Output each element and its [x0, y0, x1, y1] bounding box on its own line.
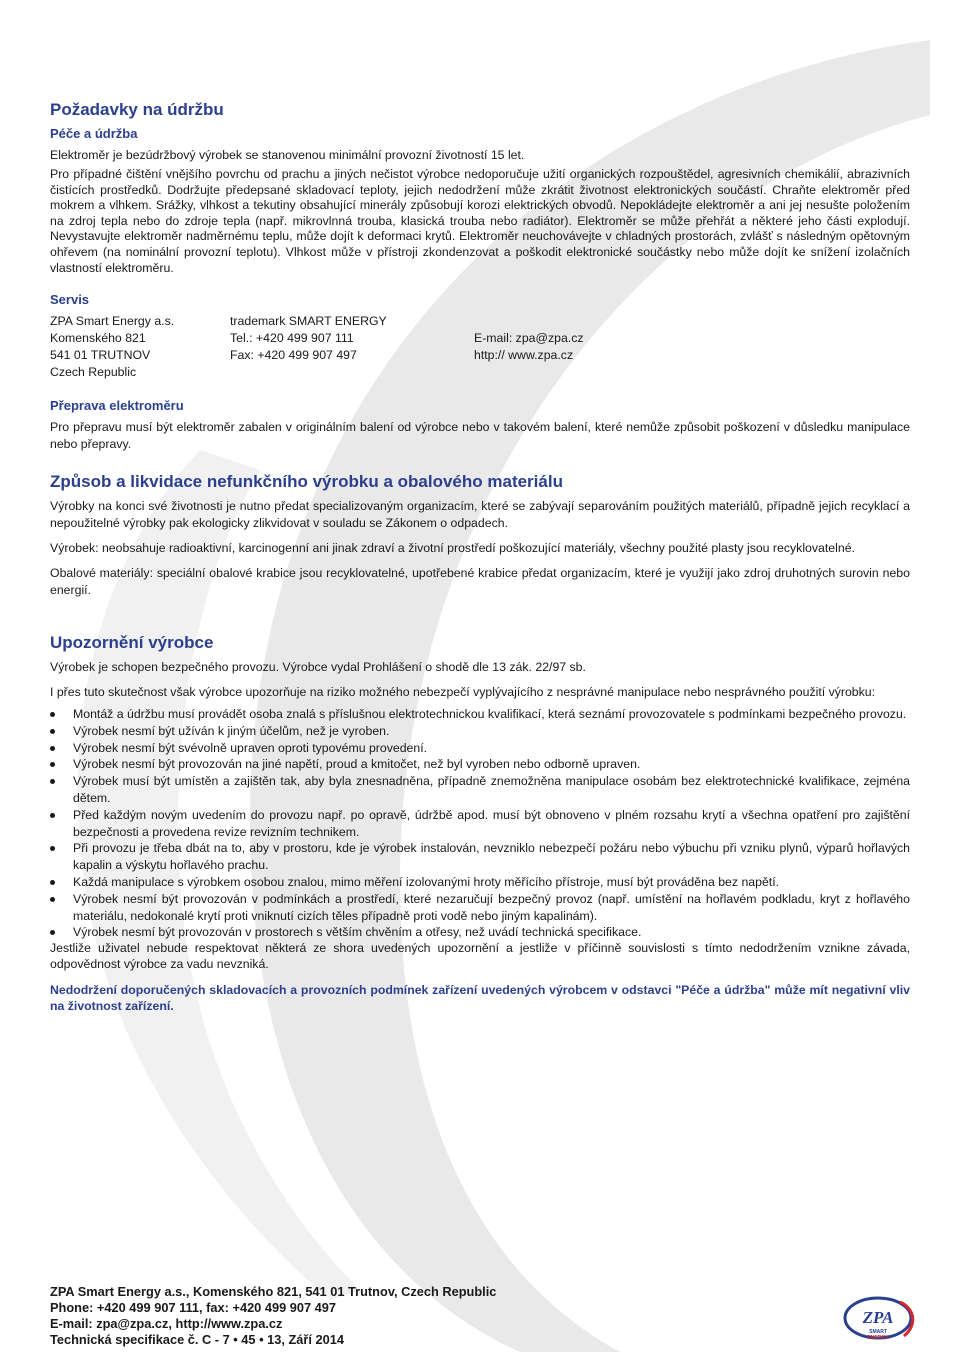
transport-section: [50, 398, 910, 453]
service-web: http:// www.zpa.cz: [474, 348, 574, 362]
list-item: Montáž a údržbu musí provádět osoba znalá s příslušnou elektrotechnickou kvalifikací, která seznámí provozovatele s podmínkami bezpečného provozu.: [50, 706, 910, 723]
bullet-icon: [50, 746, 55, 751]
service-email: E-mail: zpa@zpa.cz: [474, 331, 584, 345]
page-footer: [50, 1284, 496, 1348]
disposal-paragraph-2: Výrobek: neobsahuje radioaktivní, karcinogenní ani jinak zdraví a životní prostředí poškozující materiály, všechny použité plasty jsou recyklovatelné.: [50, 541, 855, 555]
service-fax: Fax: +420 499 907 497: [230, 348, 357, 362]
service-row: [50, 347, 910, 364]
list-item: Výrobek nesmí být provozován na jiné napětí, proud a kmitočet, než byl vyroben nebo odborně upraven.: [50, 756, 910, 773]
service-row: [50, 364, 910, 381]
bullet-icon: [50, 813, 55, 818]
service-title: Servis: [50, 292, 90, 307]
transport-text: Pro přepravu musí být elektroměr zabalen v originálním balení od výrobce nebo v takovém balení, které nemůže způsobit poškození v důsledku manipulace nebo přepravy.: [50, 420, 910, 451]
service-section: [50, 292, 910, 381]
list-item: Výrobek musí být umístěn a zajištěn tak, aby byla znesnadněna, případně znemožněna manipulace osobám bez elektrotechnické kvalifikace, zejména dětem.: [50, 773, 910, 807]
footer-spec: Technická specifikace č. C - 7 • 45 • 13, Září 2014: [50, 1332, 344, 1347]
disposal-paragraph-3: Obalové materiály: speciální obalové krabice jsou recyklovatelné, upotřebené krabice předat organizacím, které je využijí jako zdroj druhotných surovin nebo energií.: [50, 566, 910, 597]
service-row: [50, 330, 910, 347]
list-item: Výrobek nesmí být svévolně upraven oproti typovému provedení.: [50, 740, 910, 757]
warning-title: Upozornění výrobce: [50, 633, 214, 652]
service-contact-table: [50, 313, 910, 381]
bullet-icon: [50, 880, 55, 885]
transport-title: Přeprava elektroměru: [50, 398, 184, 413]
list-item: Výrobek nesmí být provozován v podmínkách a prostředí, které nezaručují bezpečný provoz (např. umístění na hořlavém podkladu, kryt z hořlavého materiálu, nedokonalé krytí proti vniknutí cizích těles případně proti vodě nebo jiným kapalinám).: [50, 891, 910, 925]
service-city: 541 01 TRUTNOV: [50, 348, 151, 362]
care-subtitle: Péče a údržba: [50, 126, 138, 141]
storage-note: Nedodržení doporučených skladovacích a provozních podmínek zařízení uvedených výrobcem v odstavci "Péče a údržba" může mít negativní vliv na životnost zařízení.: [50, 983, 910, 1014]
service-trademark: trademark SMART ENERGY: [230, 314, 387, 328]
maintenance-section: [50, 100, 910, 276]
service-country: Czech Republic: [50, 365, 137, 379]
maintenance-paragraph-2: Pro případné čištění vnějšího povrchu od prachu a jiných nečistot výrobce nedoporučuje užití organických rozpouštědel, agresivních chemikálií, abrazivních čistících prostředků. Dodržujte předepsané skladovací teploty, jejich nedodržení může zkrátit životnost elektronických součástí. Chraňte elektroměr před mokrem a vlhkem. Srážky, vlhkost a tekutiny obsahující minerály způsobují korozi elektrických obvodů. Nepokládejte elektroměr a ani jej nesušte položením na zdroj tepla nebo do zdroje tepla (např. mikrovlnná trouba, klasická trouba nebo radiátor). Elektroměr se může přehřát a některé jeho části explodují. Nevystavujte elektroměr nadměrnému teplu, může dojít k deformaci krytů. Elektroměr neuchovávejte v chladných prostorách, zvlášť s následným opětovným ohřevem (na nominální provozní teplotu). Vlhkost může v přístroji zkondenzovat a poškodit elektronické součástky nebo může dojít ke snížení izolačních vlastností elektroměru.: [50, 167, 910, 275]
logo-brand: ZPA: [862, 1308, 894, 1327]
service-street: Komenského 821: [50, 331, 146, 345]
logo-tag-energy: ENERGY: [867, 1335, 889, 1341]
service-phone: Tel.: +420 499 907 111: [230, 331, 354, 345]
bullet-icon: [50, 846, 55, 851]
list-item: Před každým novým uvedením do provozu např. po opravě, údržbě apod. musí být obnoveno v plném rozsahu krytí a všechna opatření pro zajištění bezpečnosti a provedena revize revizním technikem.: [50, 807, 910, 841]
service-company: ZPA Smart Energy a.s.: [50, 314, 175, 328]
bullet-icon: [50, 712, 55, 717]
bullet-icon: [50, 930, 55, 935]
list-item: Výrobek nesmí být užíván k jiným účelům, než je vyroben.: [50, 723, 910, 740]
list-item: Při provozu je třeba dbát na to, aby v prostoru, kde je výrobek instalován, nevzniklo nebezpečí požáru nebo výbuchu při vzniku plynů, výparů hořlavých kapalin a výskytu hořlavého prachu.: [50, 840, 910, 874]
warning-list: [50, 706, 910, 941]
footer-email: E-mail: zpa@zpa.cz, http://www.zpa.cz: [50, 1316, 283, 1331]
zpa-logo: [838, 1296, 918, 1344]
maintenance-paragraph-1: Elektroměr je bezúdržbový výrobek se stanovenou minimální provozní životností 15 let.: [50, 148, 525, 162]
disposal-paragraph-1: Výrobky na konci své životnosti je nutno předat specializovaným organizacím, které se zabývají separováním použitých materiálů, případně jejich recyklací a nepoužitelné výrobky pak ekologicky zlikvidovat v souladu se Zákonem o odpadech.: [50, 499, 910, 530]
bullet-icon: [50, 779, 55, 784]
bullet-icon: [50, 762, 55, 767]
maintenance-title: Požadavky na údržbu: [50, 100, 224, 119]
logo-tag-smart: SMART: [869, 1329, 887, 1335]
warning-paragraph-2: I přes tuto skutečnost však výrobce upozorňuje na riziko možného nebezpečí vyplývajícího z nesprávné manipulace nebo nesprávného použití výrobku:: [50, 685, 876, 699]
disposal-section: [50, 472, 910, 599]
list-item: Každá manipulace s výrobkem osobou znalou, mimo měření izolovanými hroty měřícího přístroje, musí být prováděna bez napětí.: [50, 874, 910, 891]
bullet-icon: [50, 897, 55, 902]
warning-paragraph-1: Výrobek je schopen bezpečného provozu. Výrobce vydal Prohlášení o shodě dle 13 zák. 22/97 sb.: [50, 660, 586, 674]
service-row: [50, 313, 910, 330]
footer-phone: Phone: +420 499 907 111, fax: +420 499 907 497: [50, 1300, 337, 1315]
warning-paragraph-3: Jestliže uživatel nebude respektovat některá ze shora uvedených upozornění a jestliže v příčinně souvislosti s tímto nedodržením vznikne závada, odpovědnost výrobce za vadu nevzniká.: [50, 941, 910, 971]
disposal-title: Způsob a likvidace nefunkčního výrobku a obalového materiálu: [50, 472, 563, 491]
warning-section: [50, 633, 910, 1014]
bullet-icon: [50, 729, 55, 734]
list-item: Výrobek nesmí být provozován v prostorech s větším chvěním a otřesy, než uvádí technická specifikace.: [50, 924, 910, 941]
footer-address: ZPA Smart Energy a.s., Komenského 821, 541 01 Trutnov, Czech Republic: [50, 1284, 497, 1299]
